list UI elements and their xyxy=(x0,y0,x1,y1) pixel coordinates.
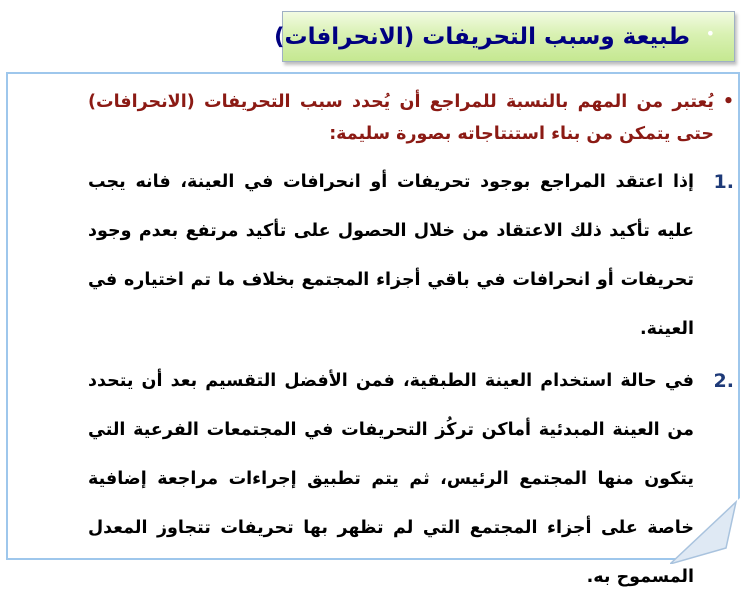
item-number-2: 2. xyxy=(713,370,734,392)
item-number-1: 1. xyxy=(713,171,734,193)
list-item-1 xyxy=(88,158,734,354)
slide-title-box xyxy=(273,11,735,62)
content-text xyxy=(88,86,734,602)
intro-paragraph xyxy=(88,86,734,150)
intro-bullet: • xyxy=(722,92,734,112)
slide-title: طبيعة وسبب التحريفات (الانحرافات) xyxy=(273,24,690,50)
intro-text: يُعتبر من المهم بالنسبة للمراجع أن يُحدد سبب التحريفات (الانحرافات) حتى يتمكن من بناء استنتاجاته بصورة سليمة: xyxy=(88,92,714,144)
item-text-2: في حالة استخدام العينة الطبقية، فمن الأفضل التقسيم بعد أن يتحدد من العينة المبدئية أماكن تركُز التحريفات في المجتمعات الفرعية التي يتكون منها المجتمع الرئيس، ثم يتم تطبيق إجراءات مراجعة إضافية خاصة على أجزاء المجتمع التي لم تظهر بها تحريفات تتجاوز المعدل المسموح به. xyxy=(88,371,694,587)
list-item-2 xyxy=(88,357,734,602)
item-text-1: إذا اعتقد المراجع بوجود تحريفات أو انحرافات في العينة، فانه يجب عليه تأكيد ذلك الاعتقاد من خلال الحصول على تأكيد مرتفع بعدم وجود تحريفات أو انحرافات في باقي أجزاء المجتمع بخلاف ما تم اختياره في العينة. xyxy=(88,172,694,339)
title-bullet: • xyxy=(705,24,715,43)
